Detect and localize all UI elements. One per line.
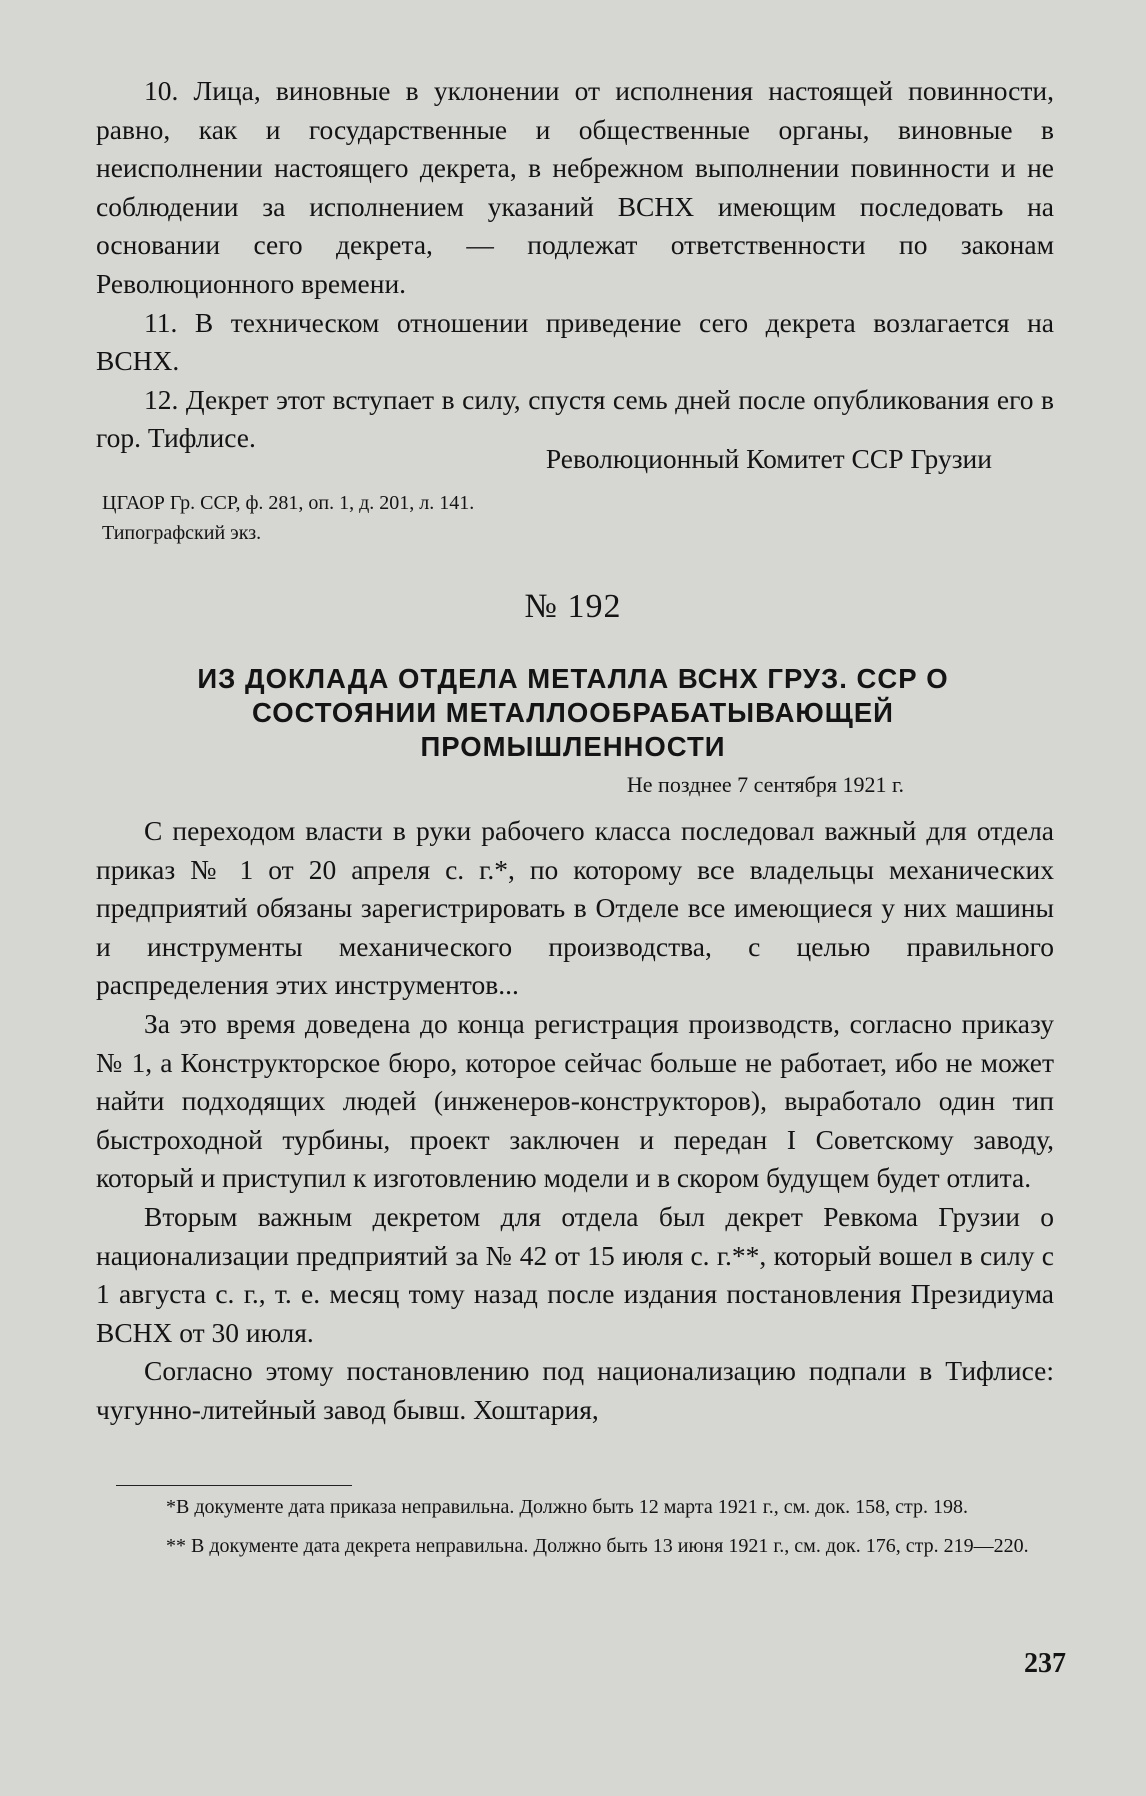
decree-point-10: 10. Лица, виновные в уклонении от исполнения настоящей повинности, равно, как и государственные и общественные органы, виновные в неисполнении настоящего декрета, в небрежном выполнении повинности и не соблюдении за исполнением указаний ВСНХ имеющим последовать на основании сего декрета, — подлежат ответственности по законам Революционного времени.	[96, 75, 1054, 299]
report-paragraph: Согласно этому постановлению под национализацию подпали в Тифлисе: чугунно-литейный завод бывш. Хоштария,	[96, 1355, 1054, 1425]
decree-continuation	[96, 72, 1054, 458]
report-paragraph: За это время доведена до конца регистрация производств, согласно приказу № 1, а Конструкторское бюро, которое сейчас больше не работает, ибо не может найти подходящих людей (инженеров-конструкторов), выработало один тип быстроходной турбины, проект заключен и передан I Советскому заводу, который и приступил к изготовлению модели и в скором будущем будет отлита.	[96, 1007, 1054, 1194]
report-paragraph: С переходом власти в руки рабочего класса последовал важный для отдела приказ № 1 от 20 апреля с. г.*, по которому все владельцы механических предприятий обязаны зарегистрировать в Отделе все имеющиеся у них машины и инструменты механического производства, с целью правильного распределения этих инструментов...	[96, 815, 1054, 1001]
document-title: ИЗ ДОКЛАДА ОТДЕЛА МЕТАЛЛА ВСНХ ГРУЗ. ССР О СОСТОЯНИИ МЕТАЛЛООБРАБАТЫВАЮЩЕЙ ПРОМЫШЛЕННОСТИ	[197, 663, 949, 762]
footnote-divider	[116, 1485, 352, 1486]
footnotes	[116, 1492, 1054, 1570]
report-paragraph: Вторым важным декретом для отдела был декрет Ревкома Грузии о национализации предприятий за № 42 от 15 июля с. г.**, который вошел в силу с 1 августа с. г., т. е. месяц тому назад после издания постановления Президиума ВСНХ от 30 июля.	[96, 1200, 1054, 1348]
document-date: Не позднее 7 сентября 1921 г.	[626, 772, 904, 797]
footnote-1: *В документе дата приказа неправильна. Должно быть 12 марта 1921 г., см. док. 158, стр. 198.	[166, 1496, 968, 1518]
footnote-2: ** В документе дата декрета неправильна. Должно быть 13 июня 1921 г., см. док. 176, стр. 219—220.	[166, 1535, 1029, 1557]
archive-reference	[102, 488, 474, 548]
decree-point-12: 12. Декрет этот вступает в силу, спустя семь дней после опубликования его в гор. Тифлисе.	[96, 383, 1054, 454]
copy-type: Типографский экз.	[102, 522, 262, 544]
report-body	[96, 812, 1054, 1430]
archive-ref: ЦГАОР Гр. ССР, ф. 281, оп. 1, д. 201, л. 141.	[102, 492, 475, 514]
page-number: 237	[1024, 1648, 1066, 1679]
signature: Революционный Комитет ССР Грузии	[545, 443, 992, 474]
document-number: № 192	[524, 588, 622, 625]
decree-point-11: 11. В техническом отношении приведение сего декрета возлагается на ВСНХ.	[96, 306, 1054, 377]
